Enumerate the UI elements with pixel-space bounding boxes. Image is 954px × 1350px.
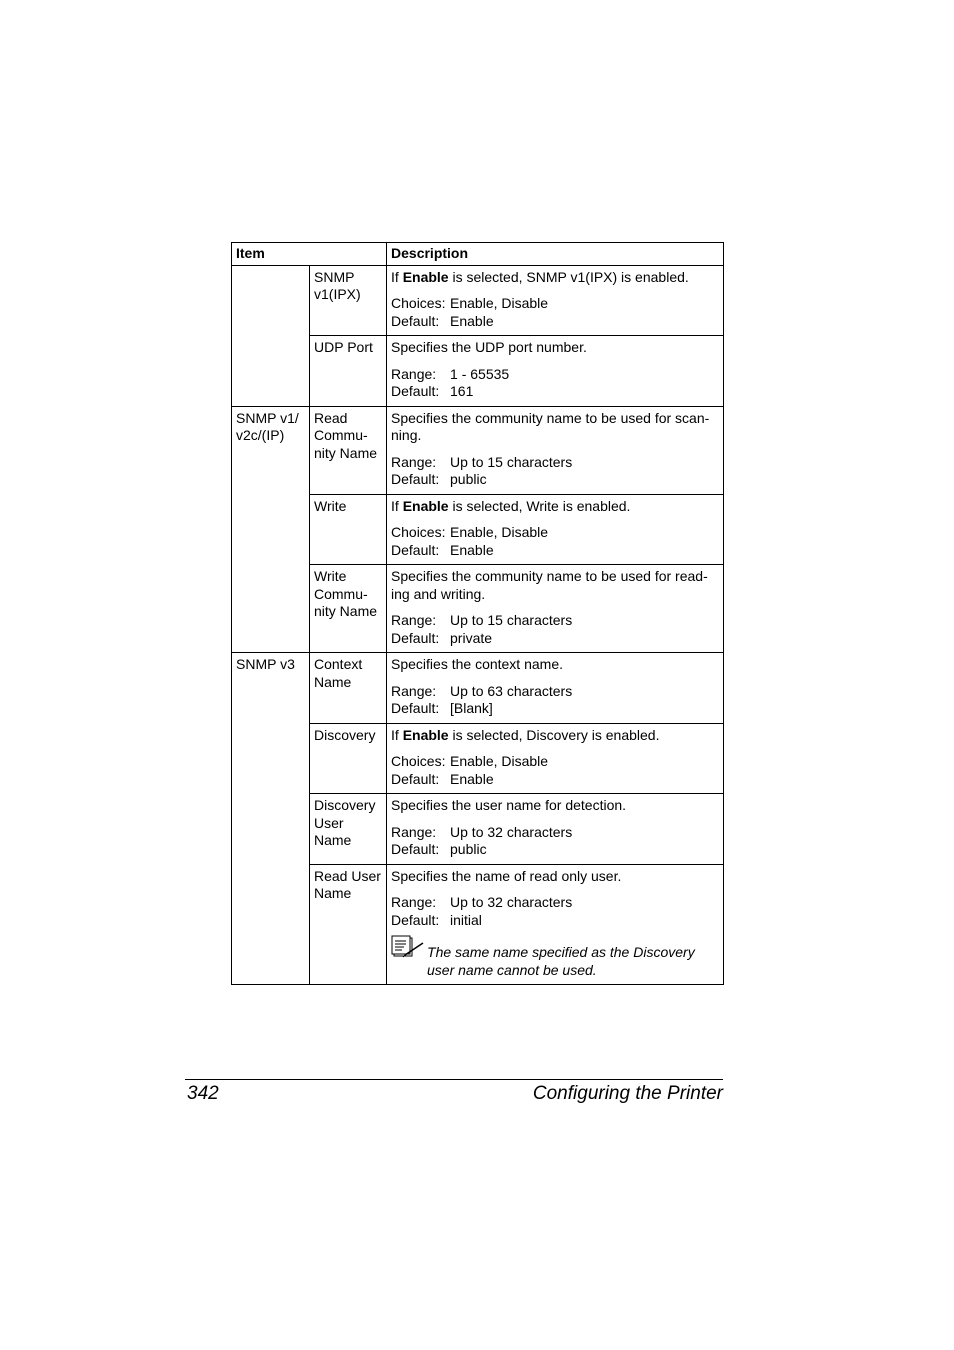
text-run: If <box>391 268 403 285</box>
key-value-line <box>391 383 719 401</box>
description-cell <box>387 494 724 565</box>
kv-value: Up to 32 characters <box>450 894 573 910</box>
kv-key: Default: <box>391 629 440 646</box>
kv-key: Default: <box>391 770 440 787</box>
kv-key: Default: <box>391 700 440 716</box>
header-item: Item <box>232 243 387 266</box>
table-header-row <box>232 243 724 266</box>
kv-value: Up to 15 characters <box>450 453 573 470</box>
kv-key: Range: <box>391 612 437 628</box>
key-value-line <box>391 524 719 542</box>
sub-item-label: Read Commu- nity Name <box>310 406 387 494</box>
key-value-line <box>391 753 719 771</box>
text-run: is selected, Write is enabled. <box>448 497 631 514</box>
kv-key: Default: <box>391 312 440 329</box>
kv-key: Choices: <box>391 753 446 769</box>
kv-value: Up to 32 characters <box>450 823 573 840</box>
description-cell <box>387 794 724 865</box>
description-cell <box>387 406 724 494</box>
text-run: Specifies the name of read only user. <box>391 867 622 884</box>
spacer <box>391 744 719 753</box>
description-text <box>391 868 719 886</box>
kv-value: Enable, Disable <box>450 753 549 769</box>
kv-value: 161 <box>450 383 474 399</box>
table-body <box>232 265 724 985</box>
description-cell <box>387 653 724 724</box>
text-run: Specifies the context name. <box>391 656 564 672</box>
kv-key: Range: <box>391 682 437 699</box>
description-cell <box>387 565 724 653</box>
kv-value: public <box>450 841 487 857</box>
kv-value: [Blank] <box>450 700 493 716</box>
key-value-line <box>391 366 719 384</box>
spacer <box>391 603 719 612</box>
kv-value: Up to 63 characters <box>450 682 573 699</box>
key-value-line <box>391 630 719 648</box>
page-number: 342 <box>187 1083 219 1104</box>
key-value-line <box>391 542 719 560</box>
sub-item-label: Write Commu- nity Name <box>310 565 387 653</box>
kv-key: Range: <box>391 823 437 840</box>
kv-key: Range: <box>391 894 437 910</box>
kv-value: 1 - 65535 <box>450 365 510 382</box>
kv-key: Default: <box>391 911 440 928</box>
kv-key: Default: <box>391 471 440 487</box>
kv-key: Default: <box>391 841 440 857</box>
description-text <box>391 797 719 815</box>
kv-value: Enable, Disable <box>450 524 549 540</box>
note <box>391 938 719 979</box>
kv-key: Range: <box>391 365 437 382</box>
key-value-line <box>391 612 719 630</box>
text-run: Specifies the community name to be used for scan- ning. <box>391 409 710 443</box>
table-row <box>232 265 724 336</box>
sub-item-label: UDP Port <box>310 336 387 407</box>
key-value-line <box>391 894 719 912</box>
key-value-line <box>391 295 719 313</box>
kv-key: Choices: <box>391 524 446 540</box>
kv-key: Default: <box>391 383 440 399</box>
description-text <box>391 656 719 674</box>
text-run: Specifies the UDP port number. <box>391 339 587 355</box>
sub-item-label: Context Name <box>310 653 387 724</box>
spacer <box>391 445 719 454</box>
group-label: SNMP v1/ v2c/(IP) <box>232 406 310 653</box>
spacer <box>391 357 719 366</box>
footer-rule <box>185 1079 723 1080</box>
kv-key: Choices: <box>391 295 446 311</box>
note-text: The same name specified as the Discovery user name cannot be used. <box>427 944 695 978</box>
key-value-line <box>391 771 719 789</box>
description-cell <box>387 336 724 407</box>
description-text <box>391 410 719 445</box>
group-label <box>232 265 310 406</box>
text-run: is selected, Discovery is enabled. <box>448 726 660 743</box>
kv-value: Enable, Disable <box>450 295 549 311</box>
description-text <box>391 727 719 745</box>
key-value-line <box>391 841 719 859</box>
kv-value: initial <box>450 911 482 928</box>
group-label: SNMP v3 <box>232 653 310 985</box>
key-value-line <box>391 824 719 842</box>
page-section-title: Configuring the Printer <box>532 1083 723 1104</box>
kv-key: Default: <box>391 541 440 558</box>
header-description: Description <box>387 243 724 266</box>
description-cell <box>387 265 724 336</box>
spacer <box>391 515 719 524</box>
spacer <box>391 674 719 683</box>
description-text <box>391 269 719 287</box>
sub-item-label: Discovery User Name <box>310 794 387 865</box>
key-value-line <box>391 700 719 718</box>
bold-term: Enable <box>402 497 449 514</box>
spacer <box>391 286 719 295</box>
text-run: Specifies the community name to be used for read- ing and writing. <box>391 568 708 602</box>
text-run: Specifies the user name for detection. <box>391 797 627 813</box>
sub-item-label: Write <box>310 494 387 565</box>
sub-item-label: Discovery <box>310 723 387 794</box>
bold-term: Enable <box>402 268 449 285</box>
note-pencil-icon <box>391 935 427 959</box>
spacer <box>391 885 719 894</box>
kv-value: Up to 15 characters <box>450 612 573 628</box>
kv-key: Range: <box>391 453 437 470</box>
description-cell <box>387 864 724 985</box>
bold-term: Enable <box>402 726 449 743</box>
table-row <box>232 406 724 494</box>
description-text <box>391 498 719 516</box>
spec-table <box>231 242 724 985</box>
sub-item-label: Read User Name <box>310 864 387 985</box>
description-cell <box>387 723 724 794</box>
key-value-line <box>391 912 719 930</box>
description-text <box>391 339 719 357</box>
key-value-line <box>391 313 719 331</box>
kv-value: public <box>450 471 487 487</box>
kv-value: private <box>450 629 493 646</box>
key-value-line <box>391 471 719 489</box>
kv-value: Enable <box>450 312 494 329</box>
spacer <box>391 815 719 824</box>
table-row <box>232 653 724 724</box>
key-value-line <box>391 683 719 701</box>
text-run: If <box>391 726 403 743</box>
text-run: is selected, SNMP v1(IPX) is enabled. <box>448 268 689 285</box>
sub-item-label: SNMP v1(IPX) <box>310 265 387 336</box>
key-value-line <box>391 454 719 472</box>
kv-value: Enable <box>450 541 494 558</box>
description-text <box>391 568 719 603</box>
text-run: If <box>391 497 403 514</box>
kv-value: Enable <box>450 770 494 787</box>
